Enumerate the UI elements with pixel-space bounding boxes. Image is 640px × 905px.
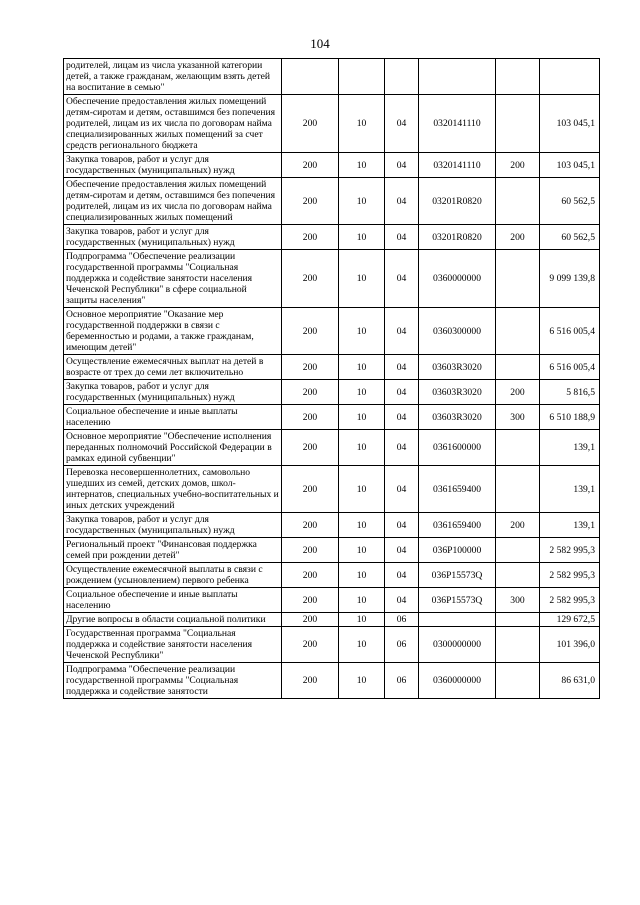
ministry-code-cell: 200 [282,588,339,613]
section-code-cell: 10 [339,513,385,538]
table-row [64,563,600,588]
expense-type-code-cell: 300 [496,588,540,613]
table-row [64,225,600,250]
table-row [64,380,600,405]
ministry-code-cell: 200 [282,380,339,405]
item-name-cell: Обеспечение предоставления жилых помещений детям-сиротам и детям, оставшимся без попечения родителей, лицам из их числа по договорам найма специализированных жилых помещений за счет средств регионального бюджета [64,95,282,153]
item-name-cell: Социальное обеспечение и иные выплаты населению [64,588,282,613]
ministry-code-cell: 200 [282,95,339,153]
ministry-code-cell [282,59,339,95]
expense-type-code-cell [496,178,540,225]
section-code-cell: 10 [339,538,385,563]
expense-type-code-cell [496,308,540,355]
subsection-code-cell: 06 [385,613,419,627]
item-name-cell: Осуществление ежемесячной выплаты в связи с рождением (усыновлением) первого ребенка [64,563,282,588]
ministry-code-cell: 200 [282,430,339,466]
item-name-cell: родителей, лицам из числа указанной категории детей, а также гражданам, желающим взять детей на воспитание в семью" [64,59,282,95]
expense-type-code-cell: 200 [496,513,540,538]
amount-cell: 103 045,1 [540,153,600,178]
target-article-code-cell: 036P100000 [419,538,496,563]
ministry-code-cell: 200 [282,405,339,430]
section-code-cell: 10 [339,588,385,613]
expense-type-code-cell: 300 [496,405,540,430]
subsection-code-cell: 04 [385,308,419,355]
section-code-cell: 10 [339,95,385,153]
item-name-cell: Региональный проект "Финансовая поддержка семей при рождении детей" [64,538,282,563]
item-name-cell: Перевозка несовершеннолетних, самовольно ушедших из семей, детских домов, школ-интернатов, специальных учебно-воспитательных и иных детских учреждений [64,466,282,513]
item-name-cell: Закупка товаров, работ и услуг для государственных (муниципальных) нужд [64,225,282,250]
expense-type-code-cell [496,59,540,95]
subsection-code-cell: 04 [385,355,419,380]
section-code-cell: 10 [339,613,385,627]
amount-cell: 103 045,1 [540,95,600,153]
target-article-code-cell: 03201R0820 [419,225,496,250]
amount-cell: 2 582 995,3 [540,538,600,563]
subsection-code-cell: 04 [385,380,419,405]
table-row [64,663,600,699]
amount-cell: 139,1 [540,430,600,466]
table-row [64,513,600,538]
expense-type-code-cell [496,663,540,699]
target-article-code-cell: 036P15573Q [419,588,496,613]
table-row [64,59,600,95]
expense-type-code-cell: 200 [496,225,540,250]
amount-cell: 139,1 [540,513,600,538]
table-row [64,250,600,308]
expense-type-code-cell [496,250,540,308]
table-row [64,466,600,513]
section-code-cell: 10 [339,308,385,355]
table-row [64,538,600,563]
subsection-code-cell: 04 [385,95,419,153]
ministry-code-cell: 200 [282,225,339,250]
amount-cell: 6 516 005,4 [540,355,600,380]
item-name-cell: Подпрограмма "Обеспечение реализации государственной программы "Социальная поддержка и содействие занятости [64,663,282,699]
target-article-code-cell [419,59,496,95]
item-name-cell: Государственная программа "Социальная поддержка и содействие занятости населения Чеченской Республики" [64,627,282,663]
target-article-code-cell: 03201R0820 [419,178,496,225]
amount-cell: 6 516 005,4 [540,308,600,355]
subsection-code-cell: 04 [385,178,419,225]
expense-type-code-cell [496,430,540,466]
amount-cell: 2 582 995,3 [540,563,600,588]
expense-type-code-cell [496,563,540,588]
budget-table [63,58,600,699]
item-name-cell: Закупка товаров, работ и услуг для государственных (муниципальных) нужд [64,380,282,405]
target-article-code-cell: 0320141110 [419,153,496,178]
table-row [64,355,600,380]
expense-type-code-cell [496,355,540,380]
item-name-cell: Обеспечение предоставления жилых помещений детям-сиротам и детям, оставшимся без попечения родителей, лицам из их числа по договорам найма специализированных жилых помещений [64,178,282,225]
subsection-code-cell: 04 [385,563,419,588]
amount-cell: 129 672,5 [540,613,600,627]
subsection-code-cell: 04 [385,153,419,178]
table-row [64,178,600,225]
ministry-code-cell: 200 [282,563,339,588]
ministry-code-cell: 200 [282,627,339,663]
section-code-cell: 10 [339,225,385,250]
subsection-code-cell [385,59,419,95]
ministry-code-cell: 200 [282,250,339,308]
subsection-code-cell: 06 [385,663,419,699]
section-code-cell [339,59,385,95]
table-row [64,405,600,430]
target-article-code-cell: 03603R3020 [419,355,496,380]
section-code-cell: 10 [339,466,385,513]
target-article-code-cell [419,613,496,627]
target-article-code-cell: 0320141110 [419,95,496,153]
section-code-cell: 10 [339,627,385,663]
subsection-code-cell: 04 [385,513,419,538]
section-code-cell: 10 [339,405,385,430]
section-code-cell: 10 [339,355,385,380]
table-row [64,430,600,466]
page-number: 104 [310,36,330,51]
subsection-code-cell: 04 [385,430,419,466]
table-row [64,308,600,355]
amount-cell: 139,1 [540,466,600,513]
ministry-code-cell: 200 [282,466,339,513]
amount-cell: 101 396,0 [540,627,600,663]
ministry-code-cell: 200 [282,538,339,563]
subsection-code-cell: 04 [385,538,419,563]
ministry-code-cell: 200 [282,355,339,380]
item-name-cell: Закупка товаров, работ и услуг для государственных (муниципальных) нужд [64,513,282,538]
item-name-cell: Основное мероприятие "Обеспечение исполнения переданных полномочий Российской Федерации в рамках единой субвенции" [64,430,282,466]
amount-cell: 2 582 995,3 [540,588,600,613]
target-article-code-cell: 0361659400 [419,513,496,538]
item-name-cell: Основное мероприятие "Оказание мер государственной поддержки в связи с беременностью и родами, а также гражданам, имеющим детей" [64,308,282,355]
table-body [64,59,600,699]
table-row [64,95,600,153]
expense-type-code-cell: 200 [496,153,540,178]
expense-type-code-cell [496,538,540,563]
table-row [64,613,600,627]
subsection-code-cell: 04 [385,250,419,308]
table-row [64,627,600,663]
ministry-code-cell: 200 [282,663,339,699]
ministry-code-cell: 200 [282,308,339,355]
target-article-code-cell: 0360000000 [419,250,496,308]
amount-cell: 86 631,0 [540,663,600,699]
section-code-cell: 10 [339,663,385,699]
item-name-cell: Осуществление ежемесячных выплат на детей в возрасте от трех до семи лет включительно [64,355,282,380]
item-name-cell: Другие вопросы в области социальной политики [64,613,282,627]
target-article-code-cell: 0361659400 [419,466,496,513]
subsection-code-cell: 04 [385,588,419,613]
subsection-code-cell: 06 [385,627,419,663]
expense-type-code-cell [496,613,540,627]
section-code-cell: 10 [339,153,385,178]
amount-cell: 6 510 188,9 [540,405,600,430]
expense-type-code-cell: 200 [496,380,540,405]
subsection-code-cell: 04 [385,225,419,250]
amount-cell: 9 099 139,8 [540,250,600,308]
section-code-cell: 10 [339,563,385,588]
section-code-cell: 10 [339,250,385,308]
section-code-cell: 10 [339,380,385,405]
subsection-code-cell: 04 [385,405,419,430]
amount-cell: 5 816,5 [540,380,600,405]
expense-type-code-cell [496,95,540,153]
ministry-code-cell: 200 [282,153,339,178]
amount-cell: 60 562,5 [540,178,600,225]
section-code-cell: 10 [339,178,385,225]
target-article-code-cell: 03603R3020 [419,380,496,405]
expense-type-code-cell [496,466,540,513]
amount-cell [540,59,600,95]
table-row [64,588,600,613]
subsection-code-cell: 04 [385,466,419,513]
ministry-code-cell: 200 [282,513,339,538]
amount-cell: 60 562,5 [540,225,600,250]
target-article-code-cell: 0300000000 [419,627,496,663]
expense-type-code-cell [496,627,540,663]
target-article-code-cell: 03603R3020 [419,405,496,430]
item-name-cell: Социальное обеспечение и иные выплаты населению [64,405,282,430]
table-row [64,153,600,178]
item-name-cell: Закупка товаров, работ и услуг для государственных (муниципальных) нужд [64,153,282,178]
target-article-code-cell: 0360300000 [419,308,496,355]
section-code-cell: 10 [339,430,385,466]
item-name-cell: Подпрограмма "Обеспечение реализации государственной программы "Социальная поддержка и содействие занятости населения Чеченской Республики" в сфере социальной защиты населения" [64,250,282,308]
target-article-code-cell: 0360000000 [419,663,496,699]
target-article-code-cell: 036P15573Q [419,563,496,588]
ministry-code-cell: 200 [282,178,339,225]
target-article-code-cell: 0361600000 [419,430,496,466]
ministry-code-cell: 200 [282,613,339,627]
